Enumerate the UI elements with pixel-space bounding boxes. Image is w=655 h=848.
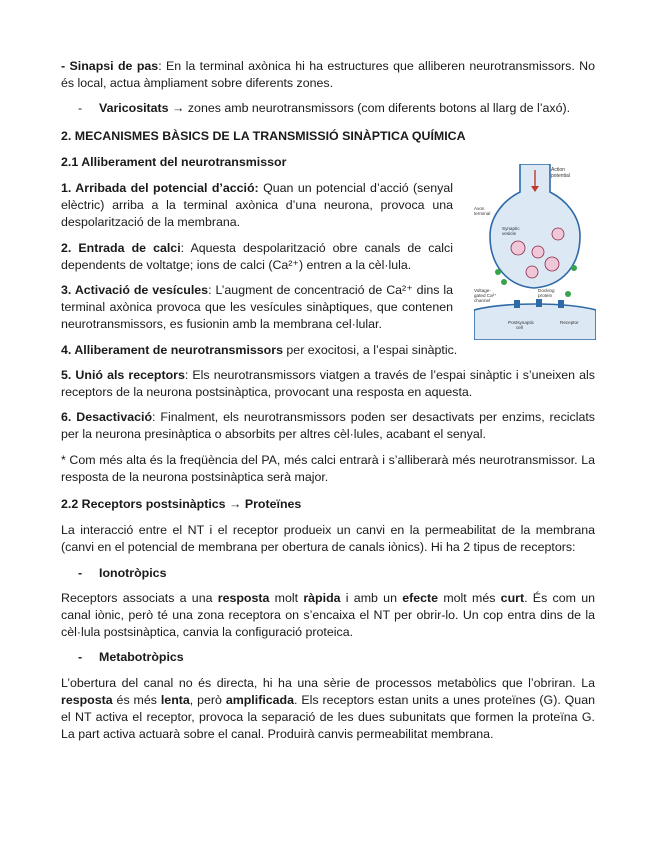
svg-text:protein: protein	[538, 293, 553, 298]
bullet-dash: -	[78, 650, 83, 665]
metabotropics-heading	[61, 649, 595, 666]
receptor-mark	[558, 300, 564, 308]
step-2-label: 2. Entrada de calci	[61, 240, 181, 255]
svg-text:cell: cell	[516, 325, 523, 330]
step-5-label: 5. Unió als receptors	[61, 367, 185, 382]
sinapsi-text: : En la terminal axònica hi ha estructures que alliberen neurotransmissors. No és local, actua àmpliament sobre diferents zones.	[61, 59, 595, 91]
section-2-title: 2. MECANISMES BÀSICS DE LA TRANSMISSIÓ SINÀPTICA QUÍMICA	[61, 128, 466, 143]
varicositats-label: Varicositats	[99, 101, 169, 116]
svg-text:channel: channel	[474, 298, 491, 303]
label-action-potential: Action	[551, 167, 565, 173]
synapse-diagram	[474, 164, 596, 340]
varicositats-bullet	[61, 100, 595, 117]
sinapsi-label: - Sinapsi de pas	[61, 59, 159, 73]
vesicle	[526, 266, 538, 278]
step-3-paragraph	[61, 282, 453, 334]
step-5-paragraph	[61, 367, 595, 401]
metabotropics-paragraph: L’obertura del canal no és directa, hi ha una sèrie de processos metabòlics que l’obriran. La resposta és més lenta, però amplificada. Els receptors estan units a unes proteïnes (G). Quan el NT activa el receptor, provoca la separació de les dues subunitats que formen la proteïna G. La part activa actuarà sobre el canal. Produirà canvis permeabilitat membrana.	[61, 675, 595, 742]
step-1-label: 1. Arribada del potencial d’acció:	[61, 181, 259, 196]
ionotropics-label: Ionotròpics	[99, 565, 167, 580]
varicositats-text: → zones amb neurotransmissors (com diferents botons al llarg de l’axó).	[168, 101, 571, 116]
frequency-note: * Com més alta és la freqüència del PA, més calci entrarà i s’alliberarà més neurotransmissor. La resposta de la neurona postsinàptica serà major.	[61, 452, 595, 484]
section-2-1-title: 2.1 Alliberament del neurotransmissor	[61, 154, 287, 169]
receptor-mark	[536, 299, 542, 307]
section-2-2-title: 2.2 Receptors postsinàptics → Proteïnes	[61, 497, 302, 512]
step-1-paragraph	[61, 180, 453, 232]
svg-text:potential: potential	[551, 173, 570, 179]
step-3-text: : L’augment de concentració de Ca²⁺ dins la terminal axònica provoca que les vesícules sinàptiques, que contenen neurotransmissors, es fusionin amb la membrana cel·lular.	[61, 283, 453, 332]
svg-text:vesicle: vesicle	[502, 231, 517, 236]
label-docking-protein: Docking	[538, 288, 555, 293]
step-2-paragraph	[61, 240, 453, 274]
step-2-text: : Aquesta despolarització obre canals de calci dependents de voltatge; ions de calci (Ca²⁺) entren a la cèl·lula.	[61, 240, 454, 272]
vesicle	[532, 246, 544, 258]
vesicle	[511, 241, 525, 255]
step-1-text: Quan un potencial d’acció (senyal elèctric) arriba a la terminal axònica d’una neurona, provoca una despolarització de la membrana.	[61, 181, 453, 230]
svg-text:gated Ca²⁺: gated Ca²⁺	[474, 293, 497, 298]
receptor-mark	[514, 300, 520, 308]
step-4-text: per exocitosi, a l’espai sinàptic.	[282, 342, 458, 357]
step-6-label: 6. Desactivació	[61, 410, 153, 425]
svg-text:terminal: terminal	[474, 211, 491, 216]
bullet-dash: -	[78, 101, 83, 116]
label-receptor: Receptor	[560, 320, 579, 325]
metabotropics-label: Metabotròpics	[99, 650, 184, 665]
label-synaptic-vesicle: Synaptic	[502, 226, 520, 231]
label-axon-terminal: Axon	[474, 206, 485, 211]
ionotropics-paragraph: Receptors associats a una resposta molt ràpida i amb un efecte molt més curt. És com un canal iònic, però té una zona receptora on s’encaixa el NT per obrir-lo. Un cop entra dins de la cèl·lula postsinàptica, canvia la configuració proteica.	[61, 590, 595, 640]
label-postsynaptic-cell: Postsynaptic	[508, 320, 535, 325]
document-page	[61, 58, 595, 752]
bullet-dash: -	[78, 565, 83, 580]
label-voltage-gated: Voltage-	[474, 288, 491, 293]
vesicle	[552, 228, 564, 240]
vesicle	[545, 257, 559, 271]
step-4-paragraph	[61, 342, 595, 359]
step-3-label: 3. Activació de vesícules	[61, 283, 209, 298]
sinapsi-de-pas-paragraph	[61, 58, 595, 92]
ionotropics-heading	[61, 565, 595, 582]
step-5-text: : Els neurotransmissors viatgen a través de l’espai sinàptic i s’uneixen als receptors de la neurona postsinàptica, provocant una resposta en aquesta.	[61, 367, 596, 400]
step-4-label: 4. Alliberament de neurotransmissors	[61, 342, 283, 357]
step-6-text: : Finalment, els neurotransmissors poden ser desactivats per enzims, reciclats per la neurona presinàptica o absorbits per altres cèl·lules, acabant el senyal.	[61, 410, 595, 442]
receptors-intro: La interacció entre el NT i el receptor produeix un canvi en la permeabilitat de la membrana (canvi en el potencial de membrana per obertura de canals iònics). Hi ha 2 tipus de receptors:	[61, 523, 595, 555]
step-6-paragraph	[61, 409, 595, 443]
